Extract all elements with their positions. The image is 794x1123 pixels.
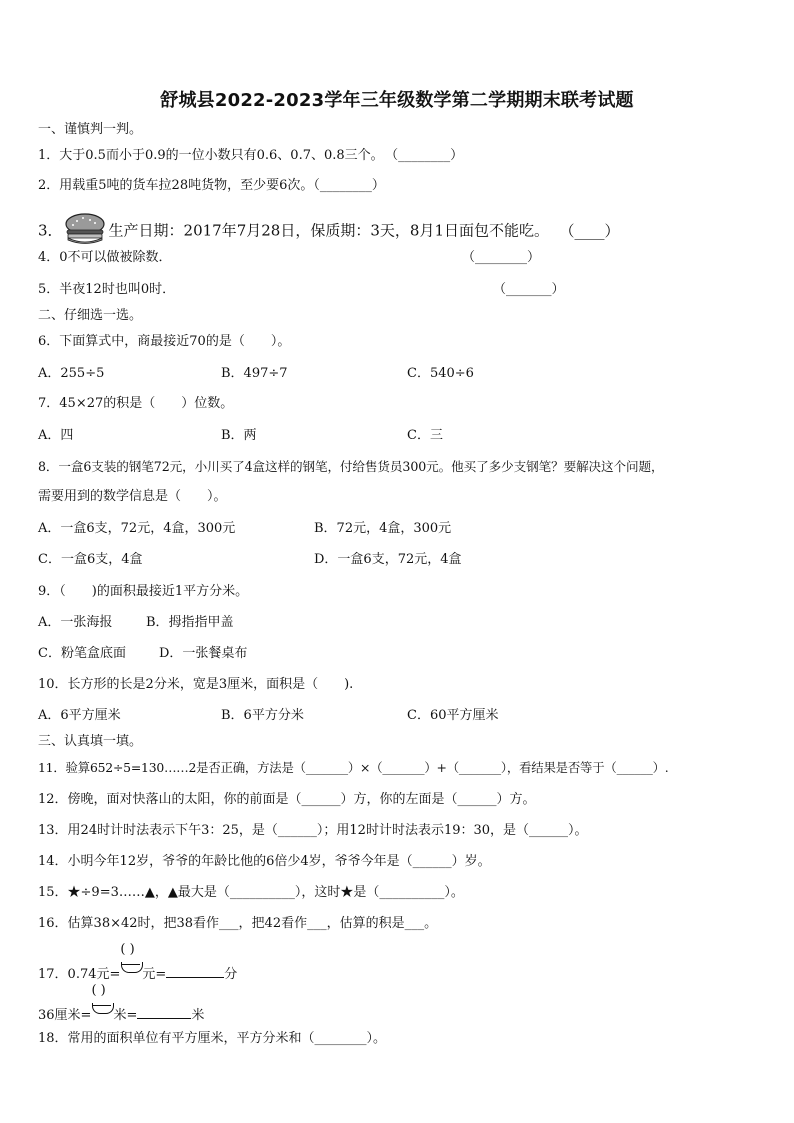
- section-2-heading: 二、仔细选一选。: [38, 308, 143, 323]
- question-12: 12．傍晚，面对快落山的太阳，你的前面是（______）方，你的左面是（______）方。: [38, 792, 536, 807]
- question-7: 7．45×27的积是（ ）位数。: [38, 396, 234, 411]
- question-13: 13．用24时计时法表示下午3：25，是（______）；用12时计时法表示19：30，是（______）。: [38, 823, 588, 838]
- answer-paren: （________）: [391, 148, 464, 163]
- question-3: [38, 212, 620, 251]
- question-17-suffix: 分: [224, 967, 238, 982]
- question-2-text: 2．用载重5吨的货车拉28吨货物，至少要6次。: [38, 178, 314, 193]
- question-16: 16．估算38×42时，把38看作___，把42看作___，估算的积是___。: [38, 916, 438, 931]
- question-15: 15．★÷9=3……▲，▲最大是（__________），这时★是（__________）。: [38, 885, 464, 900]
- bread-icon: [63, 212, 107, 251]
- question-6-option-c: C．540÷6: [407, 366, 474, 381]
- question-9-option-c: C．粉笔盒底面: [38, 646, 126, 661]
- question-6-option-b: B．497÷7: [221, 366, 288, 381]
- question-10-option-a: A．6平方厘米: [38, 708, 121, 723]
- question-5-text: 5．半夜12时也叫0时．: [38, 282, 176, 297]
- answer-blank: [137, 1006, 191, 1019]
- question-17-line-2: [38, 983, 205, 1024]
- page-title: 舒城县2022-2023学年三年级数学第二学期期末联考试题: [160, 90, 634, 111]
- answer-paren: （____）: [566, 221, 620, 240]
- question-17-b-prefix: 36厘米=: [38, 1008, 92, 1023]
- question-8-line-2: 需要用到的数学信息是（ ）。: [38, 489, 227, 504]
- answer-blank: [166, 965, 224, 978]
- question-4: [38, 250, 172, 266]
- question-8-option-a: A．一盒6支，72元，4盒，300元: [38, 521, 236, 536]
- question-7-option-a: A．四: [38, 428, 74, 443]
- question-5: [38, 282, 175, 298]
- question-6: 6．下面算式中，商最接近70的是（ ）。: [38, 334, 291, 349]
- question-9-option-d: D．一张餐桌布: [159, 646, 248, 661]
- question-10: 10．长方形的长是2分米，宽是3厘米，面积是（ ).: [38, 677, 354, 692]
- fraction-blank: [120, 942, 142, 978]
- question-7-option-c: C．三: [407, 428, 443, 443]
- question-17-line-1: [38, 942, 238, 983]
- question-2: [38, 178, 385, 194]
- section-3-heading: 三、认真填一填。: [38, 734, 143, 749]
- question-8-option-d: D．一盒6支，72元，4盒: [314, 552, 462, 567]
- question-17-middle: 元=: [142, 967, 167, 982]
- question-4-text: 4．0不可以做被除数．: [38, 250, 172, 265]
- fraction-blank: [91, 983, 113, 1019]
- question-17-b-middle: 米=: [113, 1008, 138, 1023]
- question-8-option-c: C．一盒6支，4盒: [38, 552, 143, 567]
- question-9-option-a: A．一张海报: [38, 615, 113, 630]
- question-9: 9．（ )的面积最接近1平方分米。: [38, 584, 249, 599]
- question-8-line-1: 8．一盒6支装的钢笔72元，小川买了4盒这样的钢笔，付给售货员300元。他买了多少支钢笔？要解决这个问题，: [38, 459, 664, 474]
- numerator-paren: ( ): [91, 983, 106, 998]
- numerator-paren: ( ): [120, 942, 135, 957]
- question-1: [38, 148, 463, 164]
- question-10-option-b: B．6平方分米: [221, 708, 304, 723]
- question-6-option-a: A．255÷5: [38, 366, 105, 381]
- answer-paren: （________）: [313, 178, 385, 193]
- question-17-prefix: 17．0.74元=: [38, 967, 121, 982]
- question-14: 14．小明今年12岁，爷爷的年龄比他的6倍少4岁，爷爷今年是（______）岁。: [38, 854, 491, 869]
- question-10-option-c: C．60平方厘米: [407, 708, 499, 723]
- denominator-paren: [92, 1003, 114, 1014]
- question-3-number: 3．: [38, 221, 63, 240]
- question-4-answer-paren: （________）: [462, 250, 541, 265]
- section-1-heading: 一、谨慎判一判。: [38, 122, 143, 137]
- question-17-b-suffix: 米: [191, 1008, 205, 1023]
- question-3-text: 生产日期：2017年7月28日，保质期：3天，8月1日面包不能吃。: [108, 221, 549, 240]
- question-7-option-b: B．两: [221, 428, 257, 443]
- question-1-text: 1．大于0.5而小于0.9的一位小数只有0.6、0.7、0.8三个。: [38, 148, 384, 163]
- question-8-option-b: B．72元，4盒，300元: [314, 521, 452, 536]
- question-11: 11．验算652÷5=130……2是否正确，方法是（_______）×（_______）+（_______），看结果是否等于（______）.: [38, 760, 669, 775]
- question-9-option-b: B．拇指指甲盖: [146, 615, 234, 630]
- question-5-answer-paren: （_______）: [493, 282, 565, 297]
- denominator-paren: [121, 962, 143, 973]
- question-18: 18．常用的面积单位有平方厘米，平方分米和（________）。: [38, 1031, 387, 1046]
